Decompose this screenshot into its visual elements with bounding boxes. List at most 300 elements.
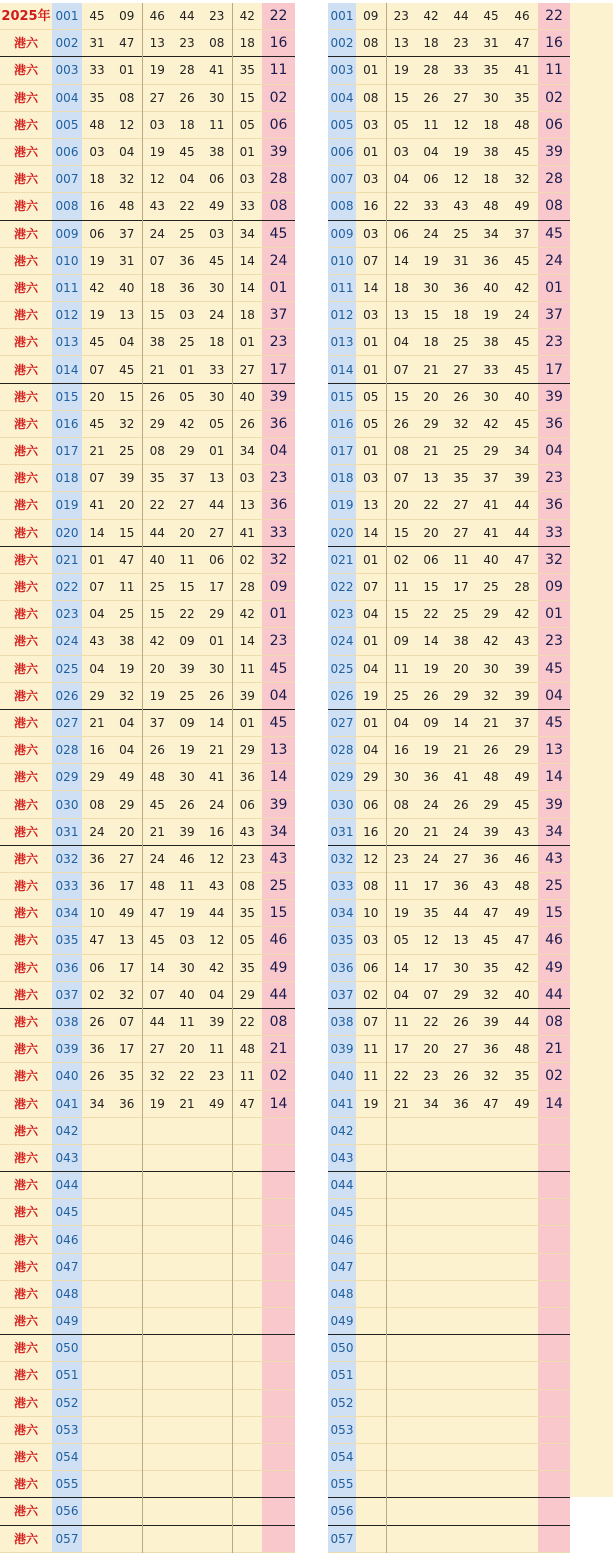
sorted-ball-number: 24 [416,845,446,872]
draw-number: 030 [52,791,82,818]
sorted-ball-number: 29 [416,410,446,437]
ball-number: 19 [172,900,202,927]
draw-number: 022 [52,573,82,600]
sorted-ball-number: 06 [416,166,446,193]
special-number: 23 [262,465,295,492]
table-row [328,1090,570,1117]
ball-number: 18 [172,111,202,138]
sorted-ball-number [356,1117,386,1144]
special-number: 43 [538,845,570,872]
draw-number: 047 [328,1253,356,1280]
sorted-ball-number: 03 [386,138,416,165]
ball-number: 43 [232,818,262,845]
table-row [0,655,295,682]
special-number: 22 [262,3,295,30]
row-label: 港六 [0,1498,52,1525]
draw-number: 045 [328,1199,356,1226]
draw-number: 053 [52,1416,82,1443]
special-number: 37 [262,302,295,329]
table-row [0,166,295,193]
ball-number [142,1362,172,1389]
sorted-ball-number: 32 [476,981,506,1008]
sorted-ball-number: 17 [446,573,476,600]
sorted-ball-number: 30 [386,764,416,791]
ball-number [112,1199,142,1226]
table-row [0,1172,295,1199]
ball-number: 08 [232,873,262,900]
special-number: 34 [538,818,570,845]
ball-number [232,1308,262,1335]
sorted-ball-number: 32 [476,682,506,709]
special-number: 13 [538,737,570,764]
ball-number [82,1416,112,1443]
ball-number: 25 [112,438,142,465]
ball-number: 29 [232,737,262,764]
sorted-ball-number: 22 [416,492,446,519]
sorted-ball-number [476,1443,506,1470]
special-number: 49 [538,954,570,981]
sorted-ball-number: 29 [476,791,506,818]
draw-number: 043 [328,1144,356,1171]
special-number [538,1144,570,1171]
ball-number: 21 [142,818,172,845]
ball-number: 18 [82,166,112,193]
special-number: 08 [538,193,570,220]
special-number: 02 [538,84,570,111]
sorted-ball-number: 30 [476,383,506,410]
ball-number: 04 [82,601,112,628]
table-row [328,1253,570,1280]
row-label: 港六 [0,845,52,872]
ball-number [232,1280,262,1307]
special-number: 39 [538,138,570,165]
ball-number: 26 [142,383,172,410]
table-row [0,84,295,111]
sorted-ball-number: 26 [476,737,506,764]
sorted-ball-number [356,1471,386,1498]
special-number: 08 [538,1008,570,1035]
sorted-ball-number: 41 [476,519,506,546]
ball-number: 25 [172,220,202,247]
special-number: 39 [262,138,295,165]
sorted-ball-number: 38 [476,138,506,165]
row-label: 港六 [0,791,52,818]
ball-number: 14 [142,954,172,981]
sorted-ball-number: 49 [506,900,538,927]
ball-number [202,1389,232,1416]
special-number: 34 [262,818,295,845]
sorted-ball-number [356,1416,386,1443]
sorted-ball-number: 19 [416,247,446,274]
ball-number: 34 [82,1090,112,1117]
ball-number: 26 [172,84,202,111]
table-row [328,111,570,138]
table-row [328,193,570,220]
table-row [0,383,295,410]
special-number: 33 [262,519,295,546]
table-row [328,873,570,900]
special-number [538,1117,570,1144]
special-number [262,1416,295,1443]
table-row [328,981,570,1008]
row-label: 港六 [0,329,52,356]
sorted-ball-number: 06 [356,791,386,818]
table-row [0,1117,295,1144]
sorted-ball-number [476,1226,506,1253]
sorted-ball-number: 13 [416,465,446,492]
ball-number: 14 [232,274,262,301]
ball-number: 36 [172,247,202,274]
ball-number: 07 [112,1008,142,1035]
draw-number: 038 [328,1008,356,1035]
draw-number: 026 [328,682,356,709]
sorted-ball-number: 12 [356,845,386,872]
sorted-ball-number: 14 [356,274,386,301]
special-number: 14 [262,764,295,791]
sorted-ball-number: 07 [416,981,446,1008]
sorted-ball-number: 35 [476,954,506,981]
draw-number: 036 [328,954,356,981]
row-label: 港六 [0,1362,52,1389]
special-number: 11 [538,57,570,84]
ball-number: 20 [172,519,202,546]
ball-number [142,1253,172,1280]
draw-number: 006 [52,138,82,165]
row-label: 港六 [0,1416,52,1443]
sorted-ball-number: 39 [476,1008,506,1035]
ball-number: 45 [82,329,112,356]
row-label: 港六 [0,1036,52,1063]
ball-number: 03 [172,302,202,329]
ball-number: 42 [172,410,202,437]
ball-number: 32 [112,410,142,437]
table-row [0,1036,295,1063]
table-row [328,3,570,30]
sorted-ball-number: 25 [446,601,476,628]
table-row [0,1063,295,1090]
special-number: 39 [538,791,570,818]
ball-number: 25 [172,329,202,356]
sorted-ball-number: 36 [416,764,446,791]
sorted-ball-number: 13 [446,927,476,954]
sorted-ball-number: 21 [446,737,476,764]
sorted-ball-number: 08 [356,873,386,900]
draw-number: 033 [52,873,82,900]
special-number [262,1199,295,1226]
sorted-ball-number [416,1362,446,1389]
sorted-ball-number: 27 [446,84,476,111]
sorted-ball-number: 26 [446,791,476,818]
draw-number: 025 [328,655,356,682]
sorted-ball-number: 28 [416,57,446,84]
ball-number [82,1362,112,1389]
ball-number [112,1172,142,1199]
sorted-ball-number: 07 [386,356,416,383]
ball-number [232,1144,262,1171]
draw-number: 015 [328,383,356,410]
ball-number: 44 [202,492,232,519]
sorted-ball-number: 47 [506,927,538,954]
special-number [262,1253,295,1280]
sorted-ball-number: 49 [506,764,538,791]
sorted-ball-number: 29 [476,438,506,465]
sorted-ball-number: 20 [416,519,446,546]
ball-number: 19 [142,682,172,709]
ball-number: 08 [142,438,172,465]
sorted-ball-number [506,1471,538,1498]
ball-number: 22 [172,193,202,220]
draw-number: 001 [328,3,356,30]
draw-number: 040 [328,1063,356,1090]
draw-number: 050 [52,1335,82,1362]
sorted-ball-number: 15 [386,383,416,410]
sorted-ball-number [506,1117,538,1144]
ball-number: 11 [172,873,202,900]
ball-number: 29 [232,981,262,1008]
sorted-ball-number [506,1525,538,1552]
row-label: 港六 [0,465,52,492]
ball-number: 21 [202,737,232,764]
table-row [0,356,295,383]
sorted-ball-number: 11 [386,1008,416,1035]
ball-number: 23 [202,1063,232,1090]
ball-number: 49 [202,193,232,220]
sorted-ball-number: 14 [446,709,476,736]
sorted-ball-number [416,1308,446,1335]
row-label: 港六 [0,84,52,111]
table-row [0,1362,295,1389]
sorted-ball-number [386,1117,416,1144]
table-row [328,1498,570,1525]
sorted-ball-number [446,1471,476,1498]
draw-number: 054 [328,1443,356,1470]
special-number: 15 [538,900,570,927]
row-label: 港六 [0,601,52,628]
ball-number: 01 [232,709,262,736]
sorted-ball-number: 01 [356,709,386,736]
ball-number: 21 [142,356,172,383]
sorted-ball-number: 47 [506,30,538,57]
ball-number: 11 [202,1036,232,1063]
table-row [0,1199,295,1226]
ball-number [82,1389,112,1416]
draw-number: 048 [328,1280,356,1307]
draw-number: 038 [52,1008,82,1035]
ball-number [112,1308,142,1335]
table-row [0,329,295,356]
sorted-ball-number: 03 [356,166,386,193]
sorted-ball-number [356,1389,386,1416]
ball-number [172,1172,202,1199]
sorted-ball-number [446,1443,476,1470]
sorted-ball-number: 15 [386,601,416,628]
ball-number: 40 [172,981,202,1008]
draw-number: 048 [52,1280,82,1307]
special-number: 17 [262,356,295,383]
special-number: 39 [538,383,570,410]
table-row [328,492,570,519]
draw-number: 002 [52,30,82,57]
ball-number: 01 [172,356,202,383]
sorted-ball-number: 47 [476,1090,506,1117]
ball-number [172,1117,202,1144]
ball-number [232,1172,262,1199]
sorted-ball-number: 39 [506,465,538,492]
ball-number [172,1308,202,1335]
ball-number: 01 [232,138,262,165]
sorted-ball-number: 25 [446,438,476,465]
row-label: 港六 [0,546,52,573]
sorted-ball-number: 12 [446,111,476,138]
ball-number: 27 [202,519,232,546]
ball-number: 15 [112,519,142,546]
sorted-ball-number: 24 [446,818,476,845]
sorted-ball-number: 48 [506,1036,538,1063]
table-row [328,30,570,57]
ball-number: 27 [172,492,202,519]
draw-number: 032 [328,845,356,872]
sorted-ball-number [386,1280,416,1307]
ball-number [232,1117,262,1144]
table-row [0,764,295,791]
draw-number: 034 [52,900,82,927]
special-number [262,1172,295,1199]
draw-number: 044 [52,1172,82,1199]
ball-number [202,1498,232,1525]
draw-number: 015 [52,383,82,410]
ball-number: 42 [232,601,262,628]
ball-number: 14 [232,247,262,274]
draw-number: 020 [52,519,82,546]
sorted-ball-number: 26 [446,1063,476,1090]
sorted-ball-number [446,1199,476,1226]
sorted-ball-number: 49 [506,1090,538,1117]
sorted-ball-number: 01 [356,356,386,383]
row-label: 港六 [0,492,52,519]
ball-number: 28 [232,573,262,600]
sorted-ball-number: 18 [476,111,506,138]
row-label: 港六 [0,1226,52,1253]
draw-number: 031 [52,818,82,845]
ball-number [82,1498,112,1525]
sorted-ball-number [386,1416,416,1443]
sorted-ball-number: 18 [386,274,416,301]
sorted-ball-number [386,1525,416,1552]
ball-number [202,1226,232,1253]
sorted-ball-number [506,1253,538,1280]
sorted-ball-number: 06 [356,954,386,981]
ball-number [202,1199,232,1226]
ball-number: 45 [82,410,112,437]
sorted-ball-number [416,1498,446,1525]
draw-number: 028 [328,737,356,764]
table-row [328,764,570,791]
sorted-ball-number: 25 [446,220,476,247]
table-row [328,1117,570,1144]
draw-number: 041 [328,1090,356,1117]
special-number [262,1443,295,1470]
sorted-ball-number [506,1226,538,1253]
sorted-ball-number: 42 [506,601,538,628]
ball-number: 35 [142,465,172,492]
special-number: 06 [538,111,570,138]
sorted-ball-number: 09 [386,628,416,655]
row-label: 港六 [0,927,52,954]
ball-number: 16 [82,737,112,764]
ball-number: 27 [142,1036,172,1063]
draw-number: 034 [328,900,356,927]
sorted-ball-number: 32 [476,1063,506,1090]
sorted-ball-number: 25 [386,682,416,709]
sorted-ball-number: 15 [416,573,446,600]
special-number: 37 [538,302,570,329]
sorted-ball-number: 32 [446,410,476,437]
draw-number: 006 [328,138,356,165]
sorted-ball-number: 13 [356,492,386,519]
row-label: 港六 [0,1389,52,1416]
ball-number: 29 [202,601,232,628]
row-label: 港六 [0,1063,52,1090]
ball-number: 36 [112,1090,142,1117]
table-row [0,492,295,519]
table-row [328,818,570,845]
ball-number [112,1280,142,1307]
sorted-ball-number: 30 [476,655,506,682]
table-row [328,573,570,600]
ball-number [202,1443,232,1470]
row-label: 港六 [0,383,52,410]
draw-number: 025 [52,655,82,682]
special-number: 28 [538,166,570,193]
sorted-ball-number: 19 [386,57,416,84]
ball-number [82,1308,112,1335]
sorted-ball-number: 05 [386,111,416,138]
special-number [538,1226,570,1253]
ball-number: 38 [142,329,172,356]
sorted-ball-number [356,1308,386,1335]
ball-number: 07 [142,981,172,1008]
sorted-ball-number: 33 [476,356,506,383]
sorted-ball-number: 31 [476,30,506,57]
sorted-ball-number: 29 [446,682,476,709]
row-label: 港六 [0,302,52,329]
table-row [328,954,570,981]
row-label: 港六 [0,356,52,383]
sorted-ball-number: 34 [416,1090,446,1117]
sorted-ball-number: 45 [506,356,538,383]
special-number: 08 [262,1008,295,1035]
table-row [328,709,570,736]
special-number: 08 [262,193,295,220]
sorted-ball-number [506,1443,538,1470]
sorted-ball-number: 04 [416,138,446,165]
sorted-ball-number: 27 [446,845,476,872]
sorted-ball-number: 27 [446,519,476,546]
ball-number: 19 [142,57,172,84]
ball-number: 47 [82,927,112,954]
ball-number [142,1335,172,1362]
ball-number: 38 [202,138,232,165]
ball-number: 41 [82,492,112,519]
ball-number [202,1117,232,1144]
ball-number: 13 [112,927,142,954]
draw-number: 008 [328,193,356,220]
sorted-ball-number: 19 [416,737,446,764]
draw-number: 037 [52,981,82,1008]
table-row [0,1335,295,1362]
sorted-ball-number: 17 [416,954,446,981]
special-number: 45 [538,655,570,682]
